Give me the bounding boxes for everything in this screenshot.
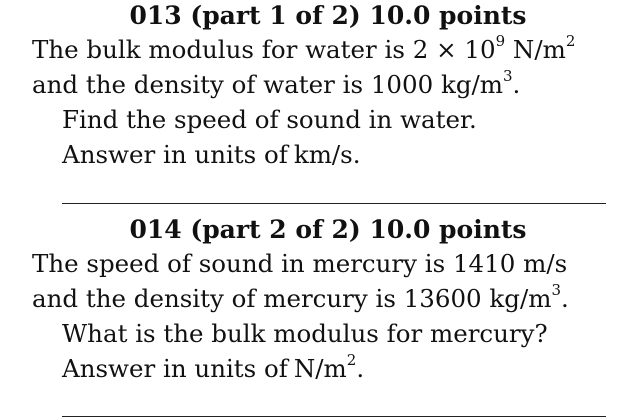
separator-rule	[62, 203, 606, 204]
problem-statement-line	[32, 281, 624, 316]
unit-text: N/m	[505, 35, 566, 64]
problem-013	[32, 0, 624, 172]
problem-header: 013 (part 1 of 2) 10.0 points	[129, 1, 527, 30]
separator-rule	[62, 416, 606, 417]
sentence-end: .	[512, 70, 521, 99]
unit-exponent: 2	[565, 31, 576, 50]
problem-014	[32, 214, 624, 386]
question-text: What is the bulk modulus for mercury?	[62, 319, 548, 348]
problem-statement-line	[32, 32, 624, 67]
answer-units-exponent: 2	[346, 350, 357, 369]
problem-header: 014 (part 2 of 2) 10.0 points	[129, 215, 527, 244]
answer-prefix: Answer in units of	[62, 140, 288, 169]
question-text: Find the speed of sound in water.	[62, 105, 477, 134]
exponent: 9	[495, 31, 506, 50]
problem-statement-line	[32, 67, 624, 102]
sentence-end: .	[356, 354, 365, 383]
unit-exponent: 3	[503, 66, 513, 85]
sentence-end: .	[352, 140, 361, 169]
answer-units-line	[32, 351, 624, 386]
answer-units: N/m	[293, 354, 347, 383]
sentence-end: .	[561, 284, 569, 313]
answer-units-line	[32, 137, 624, 172]
problem-statement-line: The speed of sound in mercury is 1410 m/s	[32, 249, 568, 278]
statement-text: and the density of water is 1000 kg/m	[32, 70, 503, 99]
statement-text: The bulk modulus for water is 2 × 10	[32, 35, 496, 64]
statement-text: and the density of mercury is 13600 kg/m	[32, 284, 552, 313]
answer-units: km/s	[293, 140, 353, 169]
unit-exponent: 3	[551, 280, 561, 299]
answer-prefix: Answer in units of	[62, 354, 288, 383]
